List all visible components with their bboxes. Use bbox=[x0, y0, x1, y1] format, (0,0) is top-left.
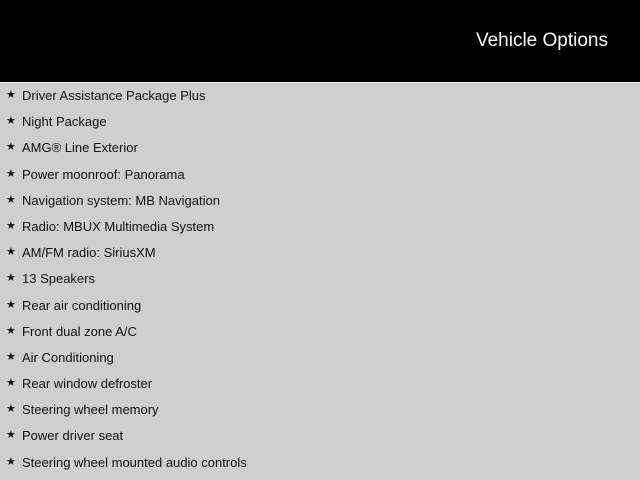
option-label: Steering wheel mounted audio controls bbox=[22, 454, 247, 470]
option-label: Navigation system: MB Navigation bbox=[22, 192, 220, 208]
option-label: AMG® Line Exterior bbox=[22, 140, 138, 156]
star-icon: ★ bbox=[6, 350, 16, 363]
vehicle-options-list bbox=[0, 83, 640, 476]
star-icon: ★ bbox=[6, 429, 16, 442]
list-item bbox=[0, 109, 640, 135]
option-label: Radio: MBUX Multimedia System bbox=[22, 218, 215, 234]
option-label: Front dual zone A/C bbox=[22, 323, 137, 339]
star-icon: ★ bbox=[6, 219, 16, 232]
list-item bbox=[0, 188, 640, 214]
option-label: Air Conditioning bbox=[22, 349, 114, 365]
list-item bbox=[0, 319, 640, 345]
list-item bbox=[0, 266, 640, 292]
star-icon: ★ bbox=[6, 298, 16, 311]
list-item bbox=[0, 397, 640, 423]
star-icon: ★ bbox=[6, 115, 16, 128]
option-label: Power driver seat bbox=[22, 428, 124, 444]
star-icon: ★ bbox=[6, 167, 16, 180]
star-icon: ★ bbox=[6, 246, 16, 259]
option-label: Rear air conditioning bbox=[22, 297, 142, 313]
star-icon: ★ bbox=[6, 377, 16, 390]
list-item bbox=[0, 162, 640, 188]
star-icon: ★ bbox=[6, 141, 16, 154]
option-label: Rear window defroster bbox=[22, 376, 153, 392]
option-label: 13 Speakers bbox=[22, 271, 95, 287]
star-icon: ★ bbox=[6, 403, 16, 416]
header-bar bbox=[0, 0, 640, 83]
list-item bbox=[0, 450, 640, 476]
option-label: AM/FM radio: SiriusXM bbox=[22, 245, 156, 261]
option-label: Driver Assistance Package Plus bbox=[22, 88, 206, 103]
star-icon: ★ bbox=[6, 89, 16, 101]
page-title: Vehicle Options bbox=[475, 30, 608, 51]
list-item bbox=[0, 240, 640, 266]
option-label: Steering wheel memory bbox=[22, 402, 159, 418]
list-item bbox=[0, 83, 640, 109]
option-label: Power moonroof: Panorama bbox=[22, 166, 185, 182]
star-icon: ★ bbox=[6, 193, 16, 206]
star-icon: ★ bbox=[6, 455, 16, 468]
star-icon: ★ bbox=[6, 324, 16, 337]
list-item bbox=[0, 345, 640, 371]
list-item bbox=[0, 293, 640, 319]
list-item bbox=[0, 135, 640, 161]
list-item bbox=[0, 371, 640, 397]
list-item bbox=[0, 214, 640, 240]
option-label: Night Package bbox=[22, 114, 107, 130]
list-item bbox=[0, 423, 640, 449]
star-icon: ★ bbox=[6, 272, 16, 285]
